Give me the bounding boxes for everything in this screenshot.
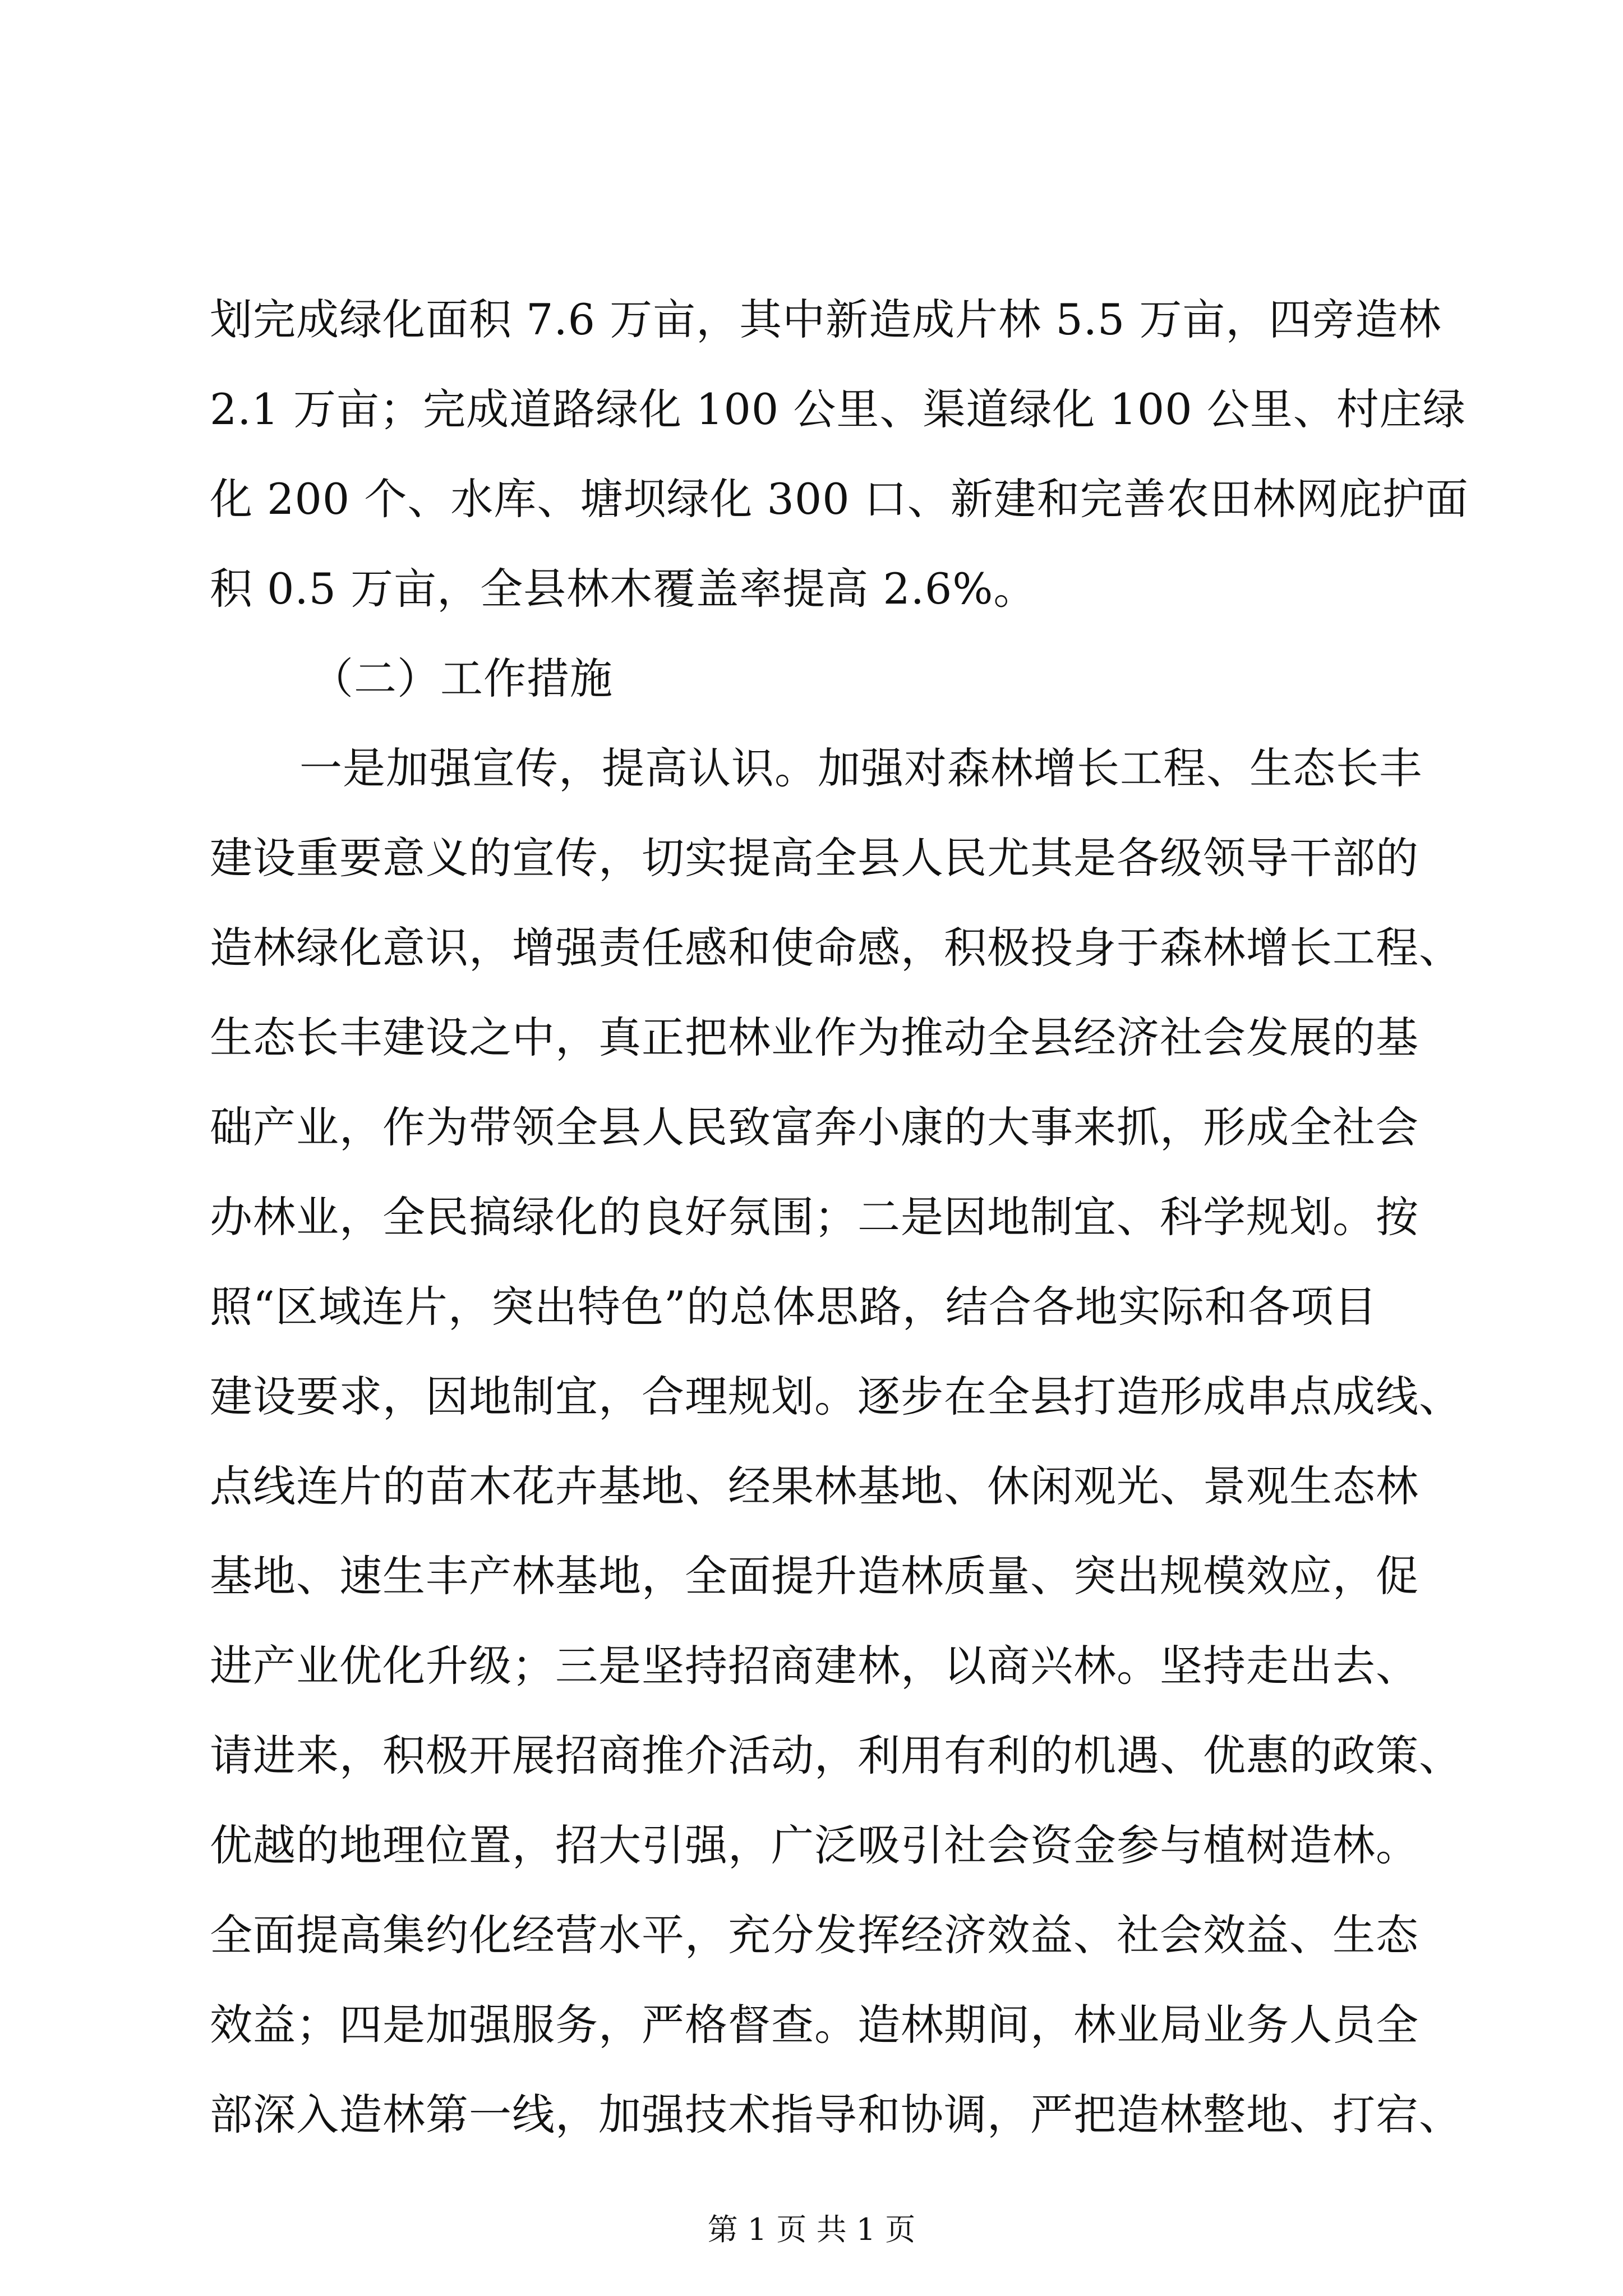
section-heading: （二）工作措施 (311, 654, 613, 703)
page-footer: 第 1 页 共 1 页 (707, 2212, 916, 2247)
text-line-7: 建设重要意义的宣传，切实提高全县人民尤其是各级领导干部的 (210, 833, 1419, 883)
text-line-9: 生态长丰建设之中，真正把林业作为推动全县经济社会发展的基 (210, 1013, 1419, 1062)
text-line-12: 照“区域连片，突出特色”的总体思路，结合各地实际和各项目 (210, 1282, 1377, 1332)
text-line-1: 划完成绿化面积 7.6 万亩，其中新造成片林 5.5 万亩，四旁造林 (210, 295, 1442, 344)
text-line-17: 请进来，积极开展招商推介活动，利用有利的机遇、优惠的政策、 (210, 1731, 1462, 1780)
text-line-6: 一是加强宣传，提高认识。加强对森林增长工程、生态长丰 (299, 743, 1422, 793)
text-line-21: 部深入造林第一线，加强技术指导和协调，严把造林整地、打宕、 (210, 2090, 1462, 2139)
text-line-8: 造林绿化意识，增强责任感和使命感，积极投身于森林增长工程、 (210, 923, 1462, 973)
text-line-10: 础产业，作为带领全县人民致富奔小康的大事来抓，形成全社会 (210, 1102, 1419, 1152)
text-line-18: 优越的地理位置，招大引强，广泛吸引社会资金参与植树造林。 (210, 1820, 1419, 1870)
text-line-14: 点线连片的苗木花卉基地、经果林基地、休闲观光、景观生态林 (210, 1461, 1419, 1511)
text-line-16: 进产业优化升级；三是坚持招商建林，以商兴林。坚持走出去、 (210, 1641, 1419, 1691)
text-line-3: 化 200 个、水库、塘坝绿化 300 口、新建和完善农田林网庇护面 (210, 474, 1469, 524)
text-line-20: 效益；四是加强服务，严格督查。造林期间，林业局业务人员全 (210, 2000, 1419, 2050)
text-line-11: 办林业，全民搞绿化的良好氛围；二是因地制宜、科学规划。按 (210, 1192, 1419, 1242)
text-line-15: 基地、速生丰产林基地，全面提升造林质量、突出规模效应，促 (210, 1551, 1419, 1601)
text-line-4: 积 0.5 万亩，全县林木覆盖率提高 2.6%。 (210, 564, 1037, 614)
text-line-13: 建设要求，因地制宜，合理规划。逐步在全县打造形成串点成线、 (210, 1372, 1462, 1421)
text-line-19: 全面提高集约化经营水平，充分发挥经济效益、社会效益、生态 (210, 1910, 1419, 1960)
text-line-2: 2.1 万亩；完成道路绿化 100 公里、渠道绿化 100 公里、村庄绿 (210, 384, 1466, 434)
